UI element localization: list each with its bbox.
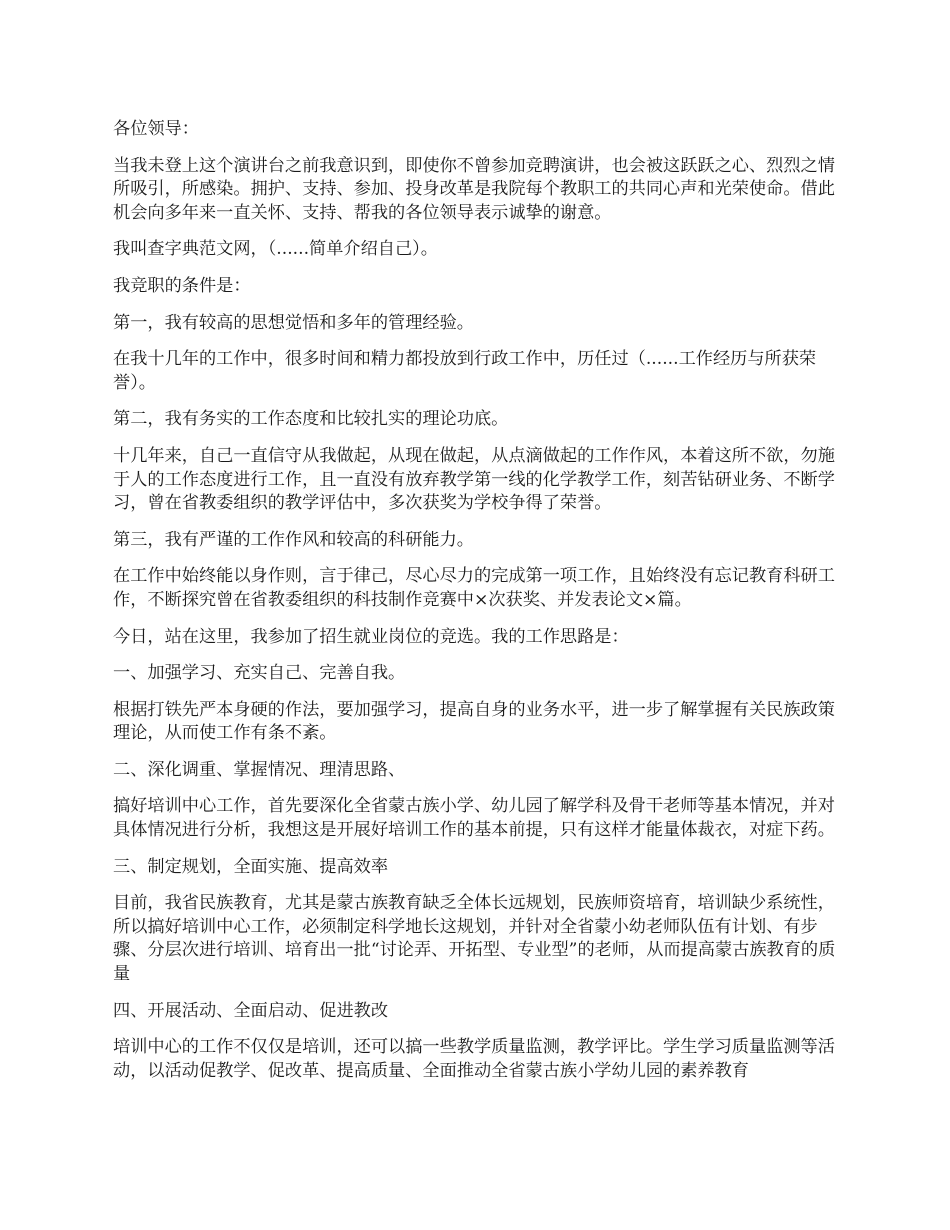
condition-2-heading: 第二，我有务实的工作态度和比较扎实的理论功底。 [113, 409, 509, 430]
condition-2-text: 十几年来，自己一直信守从我做起，从现在做起，从点滴做起的工作作风，本着这所不欲，勿施于人的工作态度进行工作，且一直没有放弃教学第一线的化学教学工作，刻苦钻研业务、不断学习，曾在省教委组织的教学评估中，多次获奖为学校争得了荣誉。 [113, 445, 835, 514]
idea-2-heading: 二、深化调重、掌握情况、理清思路、 [113, 759, 406, 780]
idea-1-heading: 一、加强学习、充实自己、完善自我。 [113, 663, 406, 684]
idea-1-text: 根据打铁先严本身硬的作法，要加强学习，提高自身的业务水平，进一步了解掌握有关民族政策理论，从而使工作有条不紊。 [113, 699, 835, 744]
condition-1-heading: 第一，我有较高的思想觉悟和多年的管理经验。 [113, 312, 474, 333]
idea-2-text: 搞好培训中心工作，首先要深化全省蒙古族小学、幼儿园了解学科及骨干老师等基本情况，并对具体情况进行分析，我想这是开展好培训工作的基本前提，只有这样才能量体裁衣，对症下药。 [113, 796, 835, 841]
work-ideas-intro: 今日，站在这里，我参加了招生就业岗位的竞选。我的工作思路是： [113, 626, 629, 647]
self-introduction: 我叫查字典范文网，（......简单介绍自己）。 [113, 239, 438, 260]
document-body [113, 118, 843, 1096]
idea-3-heading: 三、制定规划，全面实施、提高效率 [113, 856, 389, 877]
opening-paragraph: 当我未登上这个演讲台之前我意识到，即使你不曾参加竞聘演讲，也会被这跃跃之心、烈烈之情所吸引，所感染。拥护、支持、参加、投身改革是我院每个教职工的共同心声和光荣使命。借此机会向多年来一直关怀、支持、帮我的各位领导表示诚挚的谢意。 [113, 155, 835, 223]
condition-3-heading: 第三，我有严谨的工作作风和较高的科研能力。 [113, 529, 474, 550]
salutation: 各位领导： [113, 119, 199, 139]
conditions-heading: 我竞职的条件是： [113, 275, 251, 296]
idea-3-text: 目前，我省民族教育，尤其是蒙古族教育缺乏全体长远规划，民族师资培育，培训缺少系统性，所以搞好培训中心工作，必须制定科学地长这规划，并针对全省蒙小幼老师队伍有计划、有步骤、分层次进行培训、培育出一批“讨论弄、开拓型、专业型”的老师，从而提高蒙古族教育的质量 [113, 893, 836, 985]
idea-4-heading: 四、开展活动、全面启动、促进教改 [113, 1000, 389, 1021]
condition-3-text: 在工作中始终能以身作则，言于律己，尽心尽力的完成第一项工作，且始终没有忘记教育科研工作，不断探究曾在省教委组织的科技制作竞赛中×次获奖、并发表论文×篇。 [113, 566, 835, 610]
condition-1-text: 在我十几年的工作中，很多时间和精力都投放到行政工作中，历任过（......工作经历与所获荣誉）。 [113, 349, 817, 393]
idea-4-text: 培训中心的工作不仅仅是培训，还可以搞一些教学质量监测，教学评比。学生学习质量监测等活动，以活动促教学、促改革、提高质量、全面推动全省蒙古族小学幼儿园的素养教育 [113, 1037, 835, 1081]
